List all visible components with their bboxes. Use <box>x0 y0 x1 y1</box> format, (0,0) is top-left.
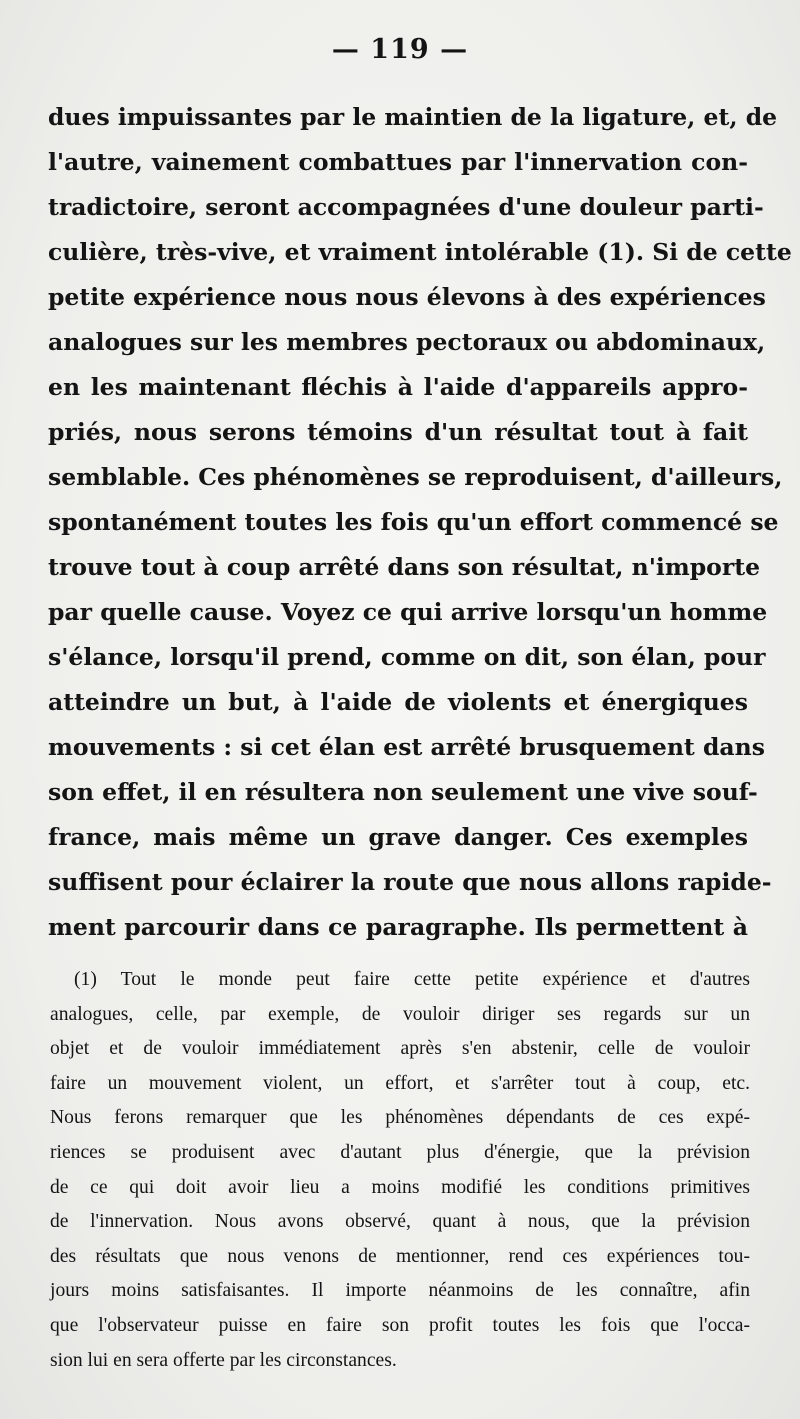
text-line: trouve tout à coup arrêté dans son résultat, n'importe <box>48 553 761 581</box>
text-line: france, mais même un grave danger. Ces exemples <box>48 823 748 851</box>
text-line: son effet, il en résultera non seulement une vive souf- <box>48 778 758 806</box>
text-line: s'élance, lorsqu'il prend, comme on dit, son élan, pour <box>48 643 766 671</box>
footnote-line: Nous ferons remarquer que les phénomènes dépendants de ces expé- <box>50 1107 750 1129</box>
footnote-line: jours moins satisfaisantes. Il importe néanmoins de les connaître, afin <box>50 1280 750 1302</box>
text-line: mouvements : si cet élan est arrêté brusquement dans <box>48 733 765 761</box>
text-line: l'autre, vainement combattues par l'innervation con- <box>48 148 748 176</box>
footnote-line: faire un mouvement violent, un effort, et s'arrêter tout à coup, etc. <box>50 1072 750 1094</box>
text-line: priés, nous serons témoins d'un résultat tout à fait <box>48 418 748 446</box>
text-line: semblable. Ces phénomènes se reproduisent, d'ailleurs, <box>48 463 783 491</box>
footnote-line: des résultats que nous venons de mentionner, rend ces expériences tou- <box>50 1245 750 1267</box>
main-text <box>48 95 792 950</box>
footnote-line: (1) Tout le monde peut faire cette petite expérience et d'autres <box>74 969 750 990</box>
footnote-line: analogues, celle, par exemple, de vouloir diriger ses regards sur un <box>50 1003 750 1025</box>
footnote-line: objet et de vouloir immédiatement après s'en abstenir, celle de vouloir <box>50 1038 750 1060</box>
footnote-line: riences se produisent avec d'autant plus d'énergie, que la prévision <box>50 1141 750 1163</box>
footnote-line: de ce qui doit avoir lieu a moins modifié les conditions primitives <box>50 1176 750 1198</box>
text-line: ment parcourir dans ce paragraphe. Ils permettent à <box>48 913 748 941</box>
text-line: analogues sur les membres pectoraux ou abdominaux, <box>48 328 766 356</box>
text-line: atteindre un but, à l'aide de violents et énergiques <box>48 688 748 716</box>
text-line: spontanément toutes les fois qu'un effort commencé se <box>48 508 779 536</box>
footnote-line: que l'observateur puisse en faire son profit toutes les fois que l'occa- <box>50 1314 750 1336</box>
footnote-line: sion lui en sera offerte par les circonstances. <box>50 1349 397 1371</box>
text-line: suffisent pour éclairer la route que nous allons rapide- <box>48 868 772 896</box>
footnote-line: de l'innervation. Nous avons observé, quant à nous, que la prévision <box>50 1211 750 1233</box>
page-number: — 119 — <box>331 34 469 65</box>
text-line: culière, très-vive, et vraiment intolérable (1). Si de cette <box>48 238 792 266</box>
text-line: en les maintenant fléchis à l'aide d'appareils appro- <box>48 373 748 401</box>
text-line: tradictoire, seront accompagnées d'une douleur parti- <box>48 193 764 221</box>
text-line: par quelle cause. Voyez ce qui arrive lorsqu'un homme <box>48 598 768 626</box>
footnote <box>50 963 750 1378</box>
text-line: dues impuissantes par le maintien de la ligature, et, de <box>48 103 778 131</box>
text-line: petite expérience nous nous élevons à des expériences <box>48 283 766 311</box>
